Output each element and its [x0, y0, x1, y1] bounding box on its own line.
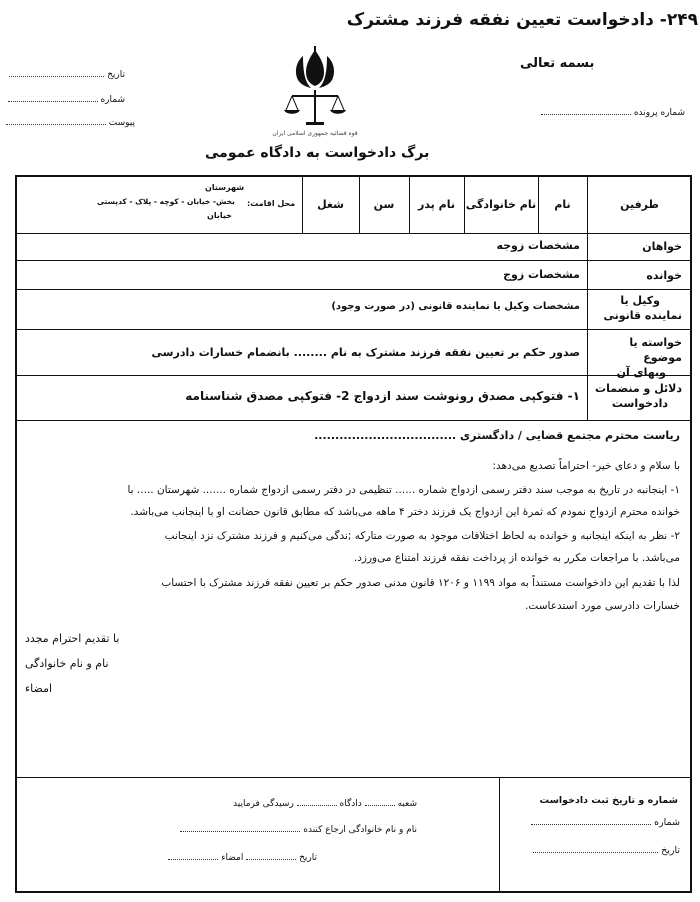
- referral-signature-label: امضاء: [221, 853, 244, 863]
- referrer-label: نام و نام خانوادگی ارجاع کننده: [303, 825, 417, 835]
- header-family: نام خانوادگی: [465, 198, 537, 211]
- header-address-label: محل اقامت:: [247, 199, 296, 208]
- registry-number-label: شماره: [654, 817, 680, 828]
- case-number-field: [520, 108, 685, 118]
- emblem-caption: قوه قضائیه جمهوری اسلامی ایران: [272, 130, 358, 137]
- registry-number-field: [520, 817, 680, 828]
- header-address-city: شهرستان: [205, 183, 245, 192]
- paragraph-1-line-2: خوانده محترم ازدواج نمودم که ثمرهٔ این ازدواج یک فرزند دختر ۴ ماهه می‌باشد که مطابق قانون حضانت او با اینجانب می‌باشد.: [130, 506, 680, 518]
- paragraph-2-line-2: می‌باشد. با مراجعات مکرر به خوانده از پرداخت نفقه فرزند امتناع می‌ورزد.: [353, 552, 680, 564]
- closing-name: نام و نام خانوادگی: [25, 657, 109, 670]
- referral-line-3: [117, 853, 317, 863]
- header-father: نام پدر: [418, 198, 455, 211]
- lawyer-value: مشخصات وکیل یا نماینده قانونی (در صورت وجود): [331, 301, 580, 312]
- header-address-street: خیابان: [207, 211, 232, 220]
- date-label: تاریخ: [107, 70, 125, 80]
- salutation: ریاست محترم مجتمع قضایی / دادگستری ..................................: [314, 429, 680, 442]
- case-number-label: شماره پرونده: [633, 108, 685, 118]
- evidence-label: [590, 381, 682, 411]
- defendant-label: خوانده: [646, 269, 682, 282]
- review-label: رسیدگی فرمایید: [233, 799, 294, 809]
- judiciary-emblem: [270, 42, 360, 142]
- plaintiff-label: خواهان: [642, 240, 682, 253]
- attachment-field: [0, 118, 135, 128]
- attachment-label: پیوست: [108, 118, 135, 128]
- paragraph-3-line-2: خسارات دادرسی مورد استدعاست.: [525, 600, 680, 612]
- form-title: برگ دادخواست به دادگاه عمومی: [205, 145, 430, 161]
- evidence-label-line1: دلائل و منضمات: [595, 382, 682, 395]
- page-title: ۲۴۹- دادخواست تعیین نفقه فرزند مشترک: [346, 10, 698, 30]
- subject-label-line1: خواسته یا موضوع: [629, 336, 682, 364]
- header-parties: طرفین: [620, 198, 659, 211]
- greeting: با سلام و دعای خیر- احتراماً تصدیع می‌دهد:: [492, 460, 680, 472]
- number-field: [0, 95, 125, 105]
- paragraph-3-line-1: لذا با تقدیم این دادخواست مستنداً به مواد ۱۱۹۹ و ۱۲۰۶ قانون مدنی صدور حکم بر تعیین نفقه فرزند مشترک با احتساب: [161, 577, 680, 589]
- header-name: نام: [554, 198, 571, 211]
- number-label: شماره: [100, 95, 125, 105]
- lawyer-label-line1: وکیل یا: [620, 294, 660, 307]
- registry-title: شماره و تاریخ ثبت دادخواست: [539, 795, 678, 806]
- closing-signature: امضاء: [25, 682, 53, 695]
- invocation: بسمه تعالی: [520, 56, 595, 71]
- referrer-field: [87, 825, 417, 835]
- referral-line-1: [97, 799, 417, 809]
- header-address-detail: بخش- خیابان - کوچه - پلاک - کدپستی: [97, 197, 235, 206]
- closing-regards: با تقدیم احترام مجدد: [25, 632, 120, 645]
- lawyer-label-line2: نماینده قانونی: [603, 309, 682, 322]
- evidence-value: ۱- فتوکپی مصدق رونوشت سند ازدواج 2- فتوکپی مصدق شناسنامه: [185, 389, 580, 403]
- petition-form: [15, 175, 692, 893]
- evidence-label-line2: دادخواست: [611, 397, 668, 410]
- registry-date-field: [520, 845, 680, 856]
- emblem-icon: [270, 42, 360, 137]
- registry-date-label: تاریخ: [661, 845, 680, 856]
- header-age: سن: [373, 198, 395, 211]
- subject-label: [590, 335, 682, 380]
- paragraph-2-line-1: ۲- نظر به اینکه اینجانبه و خوانده به لحاظ اختلافات موجود به صورت متارکه ;ندگی می‌کنیم و فرزند مشترک نزد اینجانب: [164, 530, 680, 542]
- paragraph-1-line-1: ۱- اینجانبه در تاریخ به موجب سند دفتر رسمی ازدواج شماره ...... تنظیمی در دفتر رسمی ازدواج شماره ....... شهرستان ..... با: [127, 484, 680, 496]
- defendant-value: مشخصات زوج: [503, 268, 580, 281]
- plaintiff-value: مشخصات زوجه: [496, 239, 580, 252]
- header-job: شغل: [317, 198, 344, 211]
- date-field: [0, 70, 125, 80]
- court-label: دادگاه: [339, 799, 362, 809]
- referral-date-label: تاریخ: [299, 853, 317, 863]
- subject-value: صدور حکم بر تعیین نفقه فرزند مشترک به نام ........ بانضمام خسارات دادرسی: [151, 346, 580, 359]
- subject-label-line2: وبهای آن: [616, 366, 666, 379]
- lawyer-label: [590, 293, 682, 323]
- branch-label: شعبه: [397, 799, 417, 809]
